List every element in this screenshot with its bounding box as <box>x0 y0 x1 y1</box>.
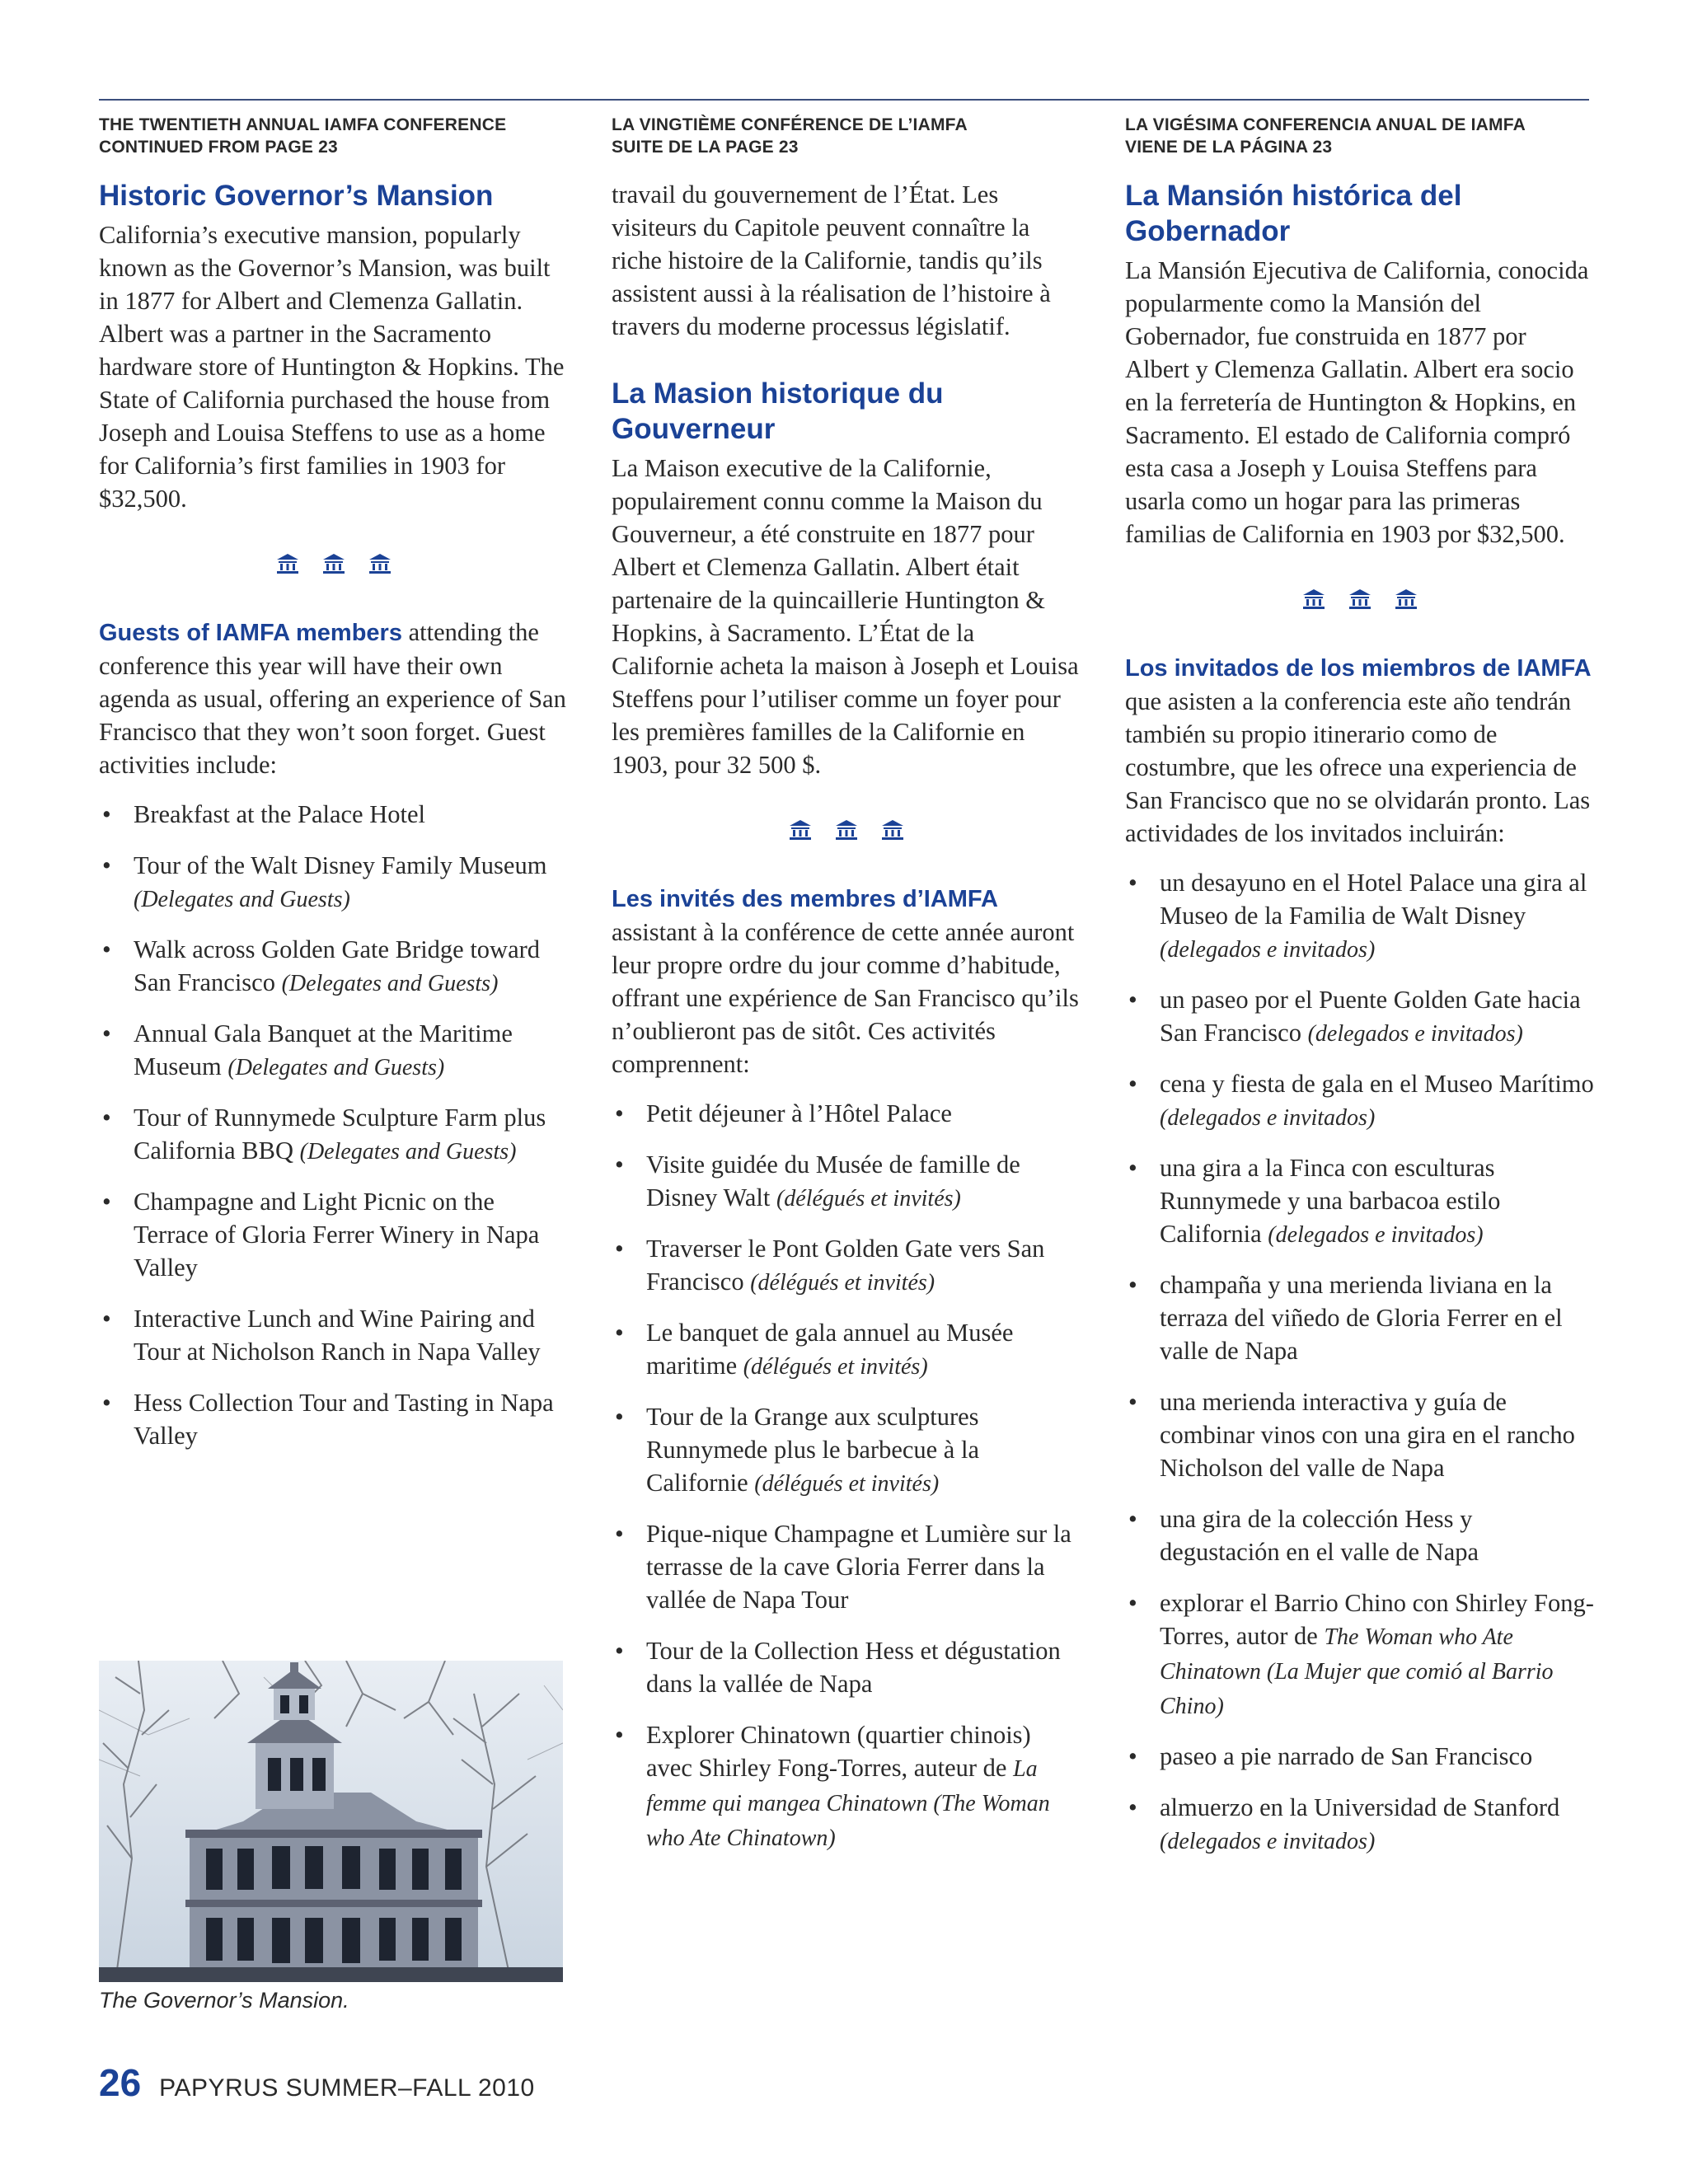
mansion-paragraph: La Mansión Ejecutiva de California, conocida popularmente como la Mansión del Gobernador, fue construida en 1877 por Albert y Clemenza Gallatin. Albert era socio en la ferretería de Huntington & Hopkins, en Sacramento. El estado de California compró esta casa a Joseph y Louisa Steffens para usarla como un hogar para las primeras familias de California en 1903 por $32,500. <box>1125 256 1589 548</box>
item-text: Petit déjeuner à l’Hôtel Palace <box>646 1099 952 1127</box>
item-note: (Delegates and Guests) <box>227 1055 445 1080</box>
ornament-divider <box>612 819 1081 841</box>
item-text: cena y fiesta de gala en el Museo Marítimo <box>1160 1070 1594 1098</box>
mansion-paragraph: La Maison executive de la Californie, populairement connu comme la Maison du Gouverneur, a été construite en 1877 pour Albert et Clemenza Gallatin. Albert était partenaire de la quincaillerie Huntington & Hopkins, à Sacramento. L’État de la Californie acheta la maison à Joseph et Louisa Steffens pour l’utiliser comme un foyer pour les premières familles de la Californie en 1903, pour 32 500 $. <box>612 454 1079 779</box>
museum-building-icon <box>321 553 346 574</box>
list-item <box>612 1718 1081 1855</box>
item-note: (délégués et invités) <box>743 1354 928 1380</box>
list-item <box>99 1185 569 1286</box>
governors-mansion-photo <box>99 1661 563 1982</box>
list-item <box>99 798 569 832</box>
continued-kicker <box>612 114 1081 158</box>
museum-building-icon <box>1394 588 1418 610</box>
item-note: (Delegates and Guests) <box>299 1139 517 1165</box>
continued-kicker <box>1125 114 1595 158</box>
list-item <box>612 1148 1081 1216</box>
item-text: una gira de la colección Hess y degustación en el valle de Napa <box>1160 1505 1479 1566</box>
list-item <box>99 1302 569 1370</box>
section-heading: La Masion historique du Gouverneur <box>612 377 944 445</box>
item-text: una merienda interactiva y guía de combinar vinos con una gira en el rancho Nicholson del valle de Napa <box>1160 1388 1575 1482</box>
item-text: Interactive Lunch and Wine Pairing and Tour at Nicholson Ranch in Napa Valley <box>134 1305 541 1366</box>
item-text: Hess Collection Tour and Tasting in Napa Valley <box>134 1389 554 1450</box>
item-note: (delegados e invitados) <box>1307 1021 1523 1047</box>
item-text: Le banquet de gala annuel au Musée maritime <box>646 1319 1014 1380</box>
item-note: (Delegates and Guests) <box>281 971 499 996</box>
museum-building-icon <box>880 819 905 841</box>
item-note: (delegados e invitados) <box>1268 1222 1484 1248</box>
kicker-title: LA VINGTIÈME CONFÉRENCE DE L’IAMFA <box>612 115 968 134</box>
kicker-continued: SUITE DE LA PAGE 23 <box>612 138 799 157</box>
item-text: Champagne and Light Picnic on the Terrace of Gloria Ferrer Winery in Napa Valley <box>134 1188 540 1282</box>
museum-building-icon <box>368 553 392 574</box>
item-text: paseo a pie narrado de San Francisco <box>1160 1742 1533 1770</box>
item-text: Tour de la Grange aux sculptures Runnymede plus le barbecue à la Californie <box>646 1403 979 1497</box>
item-note: (delegados e invitados) <box>1160 1105 1376 1131</box>
list-item <box>1125 1791 1595 1858</box>
guests-paragraph <box>99 616 569 781</box>
list-item <box>99 1386 569 1454</box>
list-item <box>1125 1268 1595 1369</box>
list-item <box>99 1017 569 1085</box>
list-item <box>1125 1385 1595 1486</box>
museum-building-icon <box>834 819 859 841</box>
item-text: Visite guidée du Musée de famille de Disney Walt <box>646 1151 1020 1212</box>
item-note: (delegados e invitados) <box>1160 1829 1376 1854</box>
item-text: champaña y una merienda liviana en la terraza del viñedo de Gloria Ferrer en el valle de Napa <box>1160 1271 1563 1365</box>
list-item <box>612 1517 1081 1618</box>
list-item <box>99 849 569 916</box>
item-text: Breakfast at the Palace Hotel <box>134 800 425 828</box>
item-text: Walk across Golden Gate Bridge toward San Francisco <box>134 935 541 996</box>
list-item <box>1125 1740 1595 1774</box>
section-heading: La Mansión histórica del Gobernador <box>1125 180 1462 247</box>
list-item <box>1125 1586 1595 1723</box>
continued-kicker <box>99 114 569 158</box>
guests-lead: Guests of IAMFA members <box>99 620 402 646</box>
item-note: The Woman who Ate Chinatown (La Mujer que comió al Barrio Chino) <box>1160 1624 1554 1719</box>
activities-list <box>1125 866 1595 1858</box>
item-text: Tour of the Walt Disney Family Museum <box>134 851 547 879</box>
page-number: 26 <box>99 2061 142 2104</box>
guests-paragraph <box>1125 651 1595 850</box>
kicker-title: THE TWENTIETH ANNUAL IAMFA CONFERENCE <box>99 115 507 134</box>
museum-building-icon <box>788 819 813 841</box>
column-spanish <box>1125 114 1595 1875</box>
ornament-divider <box>1125 588 1595 610</box>
list-item <box>612 1634 1081 1702</box>
list-item <box>612 1097 1081 1132</box>
item-note: (Delegates and Guests) <box>134 887 350 912</box>
top-rule <box>99 99 1589 101</box>
publication-name: PAPYRUS SUMMER–FALL 2010 <box>159 2074 535 2102</box>
list-item <box>1125 1067 1595 1135</box>
continued-paragraph: travail du gouvernement de l’État. Les visiteurs du Capitole peuvent connaître la riche histoire de la Californie, tandis qu’ils assistent aussi à la réalisation de l’histoire à travers du moderne processus législatif. <box>612 180 1051 340</box>
list-item <box>1125 866 1595 967</box>
list-item <box>99 1101 569 1169</box>
item-text: Tour de la Collection Hess et dégustation dans la vallée de Napa <box>646 1637 1061 1698</box>
guests-lead: Los invitados de los miembros de IAMFA <box>1125 655 1592 682</box>
guests-paragraph <box>612 882 1081 1080</box>
guests-text: attending the conference this year will have their own agenda as usual, offering an experience of San Francisco that they won’t soon forget. Guest activities include: <box>99 618 566 779</box>
item-note: (delegados e invitados) <box>1160 937 1376 963</box>
list-item <box>1125 1502 1595 1570</box>
kicker-continued: CONTINUED FROM PAGE 23 <box>99 138 338 157</box>
item-note: (délégués et invités) <box>750 1270 935 1296</box>
list-item <box>99 933 569 1001</box>
guests-text: que asisten a la conferencia este año tendrán también su propio itinerario como de costumbre, que les ofrece una experiencia de San Francisco que no se olvidarán pronto. Las actividades de los invitados incluirán: <box>1125 687 1591 847</box>
activities-list <box>612 1097 1081 1855</box>
kicker-continued: VIENE DE LA PÁGINA 23 <box>1125 138 1333 157</box>
item-text: un desayuno en el Hotel Palace una gira al Museo de la Familia de Walt Disney <box>1160 869 1587 930</box>
item-text: una gira a la Finca con esculturas Runnymede y una barbacoa estilo California <box>1160 1154 1501 1248</box>
photo-caption: The Governor’s Mansion. <box>99 1988 349 2013</box>
list-item <box>612 1316 1081 1384</box>
item-note: La femme qui mangea Chinatown (The Woman who Ate Chinatown) <box>646 1756 1050 1851</box>
ornament-divider <box>99 553 569 574</box>
guests-text: assistant à la conférence de cette année auront leur propre ordre du jour comme d’habitude, offrant une expérience de San Francisco qu’ils n’oublieront pas de sitôt. Ces activités comprennent: <box>612 918 1079 1078</box>
item-text: un paseo por el Puente Golden Gate hacia San Francisco <box>1160 986 1581 1047</box>
item-note: (délégués et invités) <box>776 1186 961 1212</box>
museum-building-icon <box>1301 588 1326 610</box>
item-text: Annual Gala Banquet at the Maritime Museum <box>134 1019 513 1080</box>
column-french <box>612 114 1081 1872</box>
kicker-title: LA VIGÉSIMA CONFERENCIA ANUAL DE IAMFA <box>1125 115 1526 134</box>
item-text: Explorer Chinatown (quartier chinois) avec Shirley Fong-Torres, auteur de <box>646 1721 1031 1782</box>
page-footer <box>99 2060 535 2105</box>
museum-building-icon <box>275 553 300 574</box>
mansion-paragraph: California’s executive mansion, popularly known as the Governor’s Mansion, was built in 1877 for Albert and Clemenza Gallatin. Albert was a partner in the Sacramento hardware store of Huntington & Hopkins. The State of California purchased the house from Joseph and Louisa Steffens to use as a home for California’s first families in 1903 for $32,500. <box>99 221 565 513</box>
item-text: Pique-nique Champagne et Lumière sur la terrasse de la cave Gloria Ferrer dans la vallée de Napa Tour <box>646 1520 1071 1614</box>
column-english <box>99 114 569 1470</box>
list-item <box>612 1400 1081 1501</box>
list-item <box>612 1232 1081 1300</box>
museum-building-icon <box>1348 588 1372 610</box>
guests-lead: Les invités des membres d’IAMFA <box>612 886 998 912</box>
section-heading: Historic Governor’s Mansion <box>99 180 494 212</box>
item-note: (délégués et invités) <box>754 1471 940 1497</box>
list-item <box>1125 983 1595 1051</box>
list-item <box>1125 1151 1595 1252</box>
item-text: almuerzo en la Universidad de Stanford <box>1160 1793 1560 1821</box>
activities-list <box>99 798 569 1454</box>
item-text: explorar el Barrio Chino con Shirley Fong-Torres, autor de <box>1160 1589 1594 1650</box>
item-text: Tour of Runnymede Sculpture Farm plus California BBQ <box>134 1104 546 1165</box>
item-text: Traverser le Pont Golden Gate vers San Francisco <box>646 1235 1045 1296</box>
